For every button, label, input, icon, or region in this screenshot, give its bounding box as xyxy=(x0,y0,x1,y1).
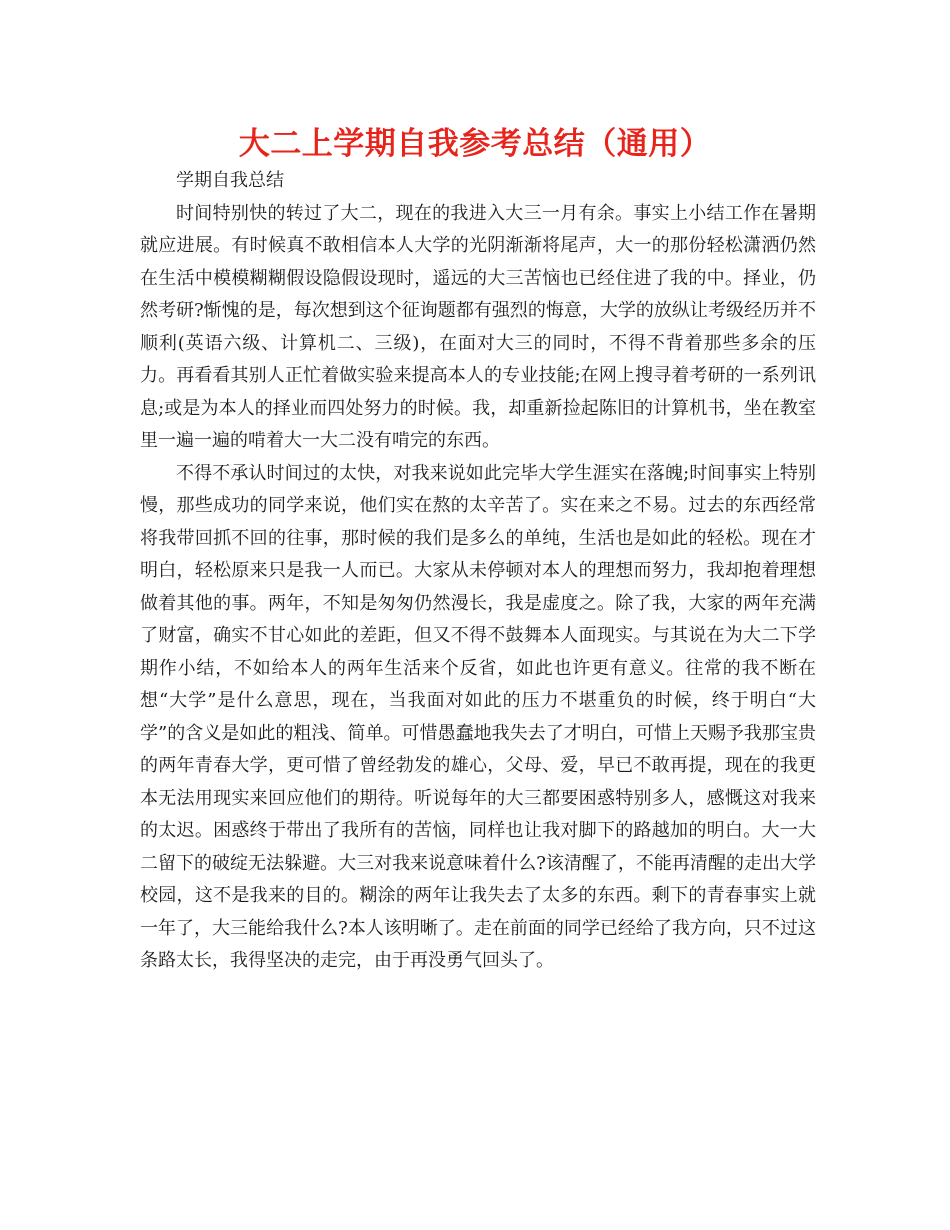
body-paragraph-1: 时间特别快的转过了大二，现在的我进入大三一月有余。事实上小结工作在暑期就应进展。有时候真不敢相信本人大学的光阴渐渐将尾声，大一的那份轻松潇洒仍然在生活中模模糊糊假设隐假设现时，遥远的大三苦恼也已经住进了我的中。择业，仍然考研?惭愧的是，每次想到这个征询题都有强烈的悔意，大学的放纵让考级经历并不顺利(英语六级、计算机二、三级)，在面对大三的同时，不得不背着那些多余的压力。再看看其别人正忙着做实验来提高本人的专业技能;在网上搜寻着考研的一系列讯息;或是为本人的择业而四处努力的时候。我，却重新捡起陈旧的计算机书，坐在教室里一遍一遍的啃着大一大二没有啃完的东西。 xyxy=(140,202,816,451)
section-subheading: 学期自我总结 xyxy=(176,170,284,191)
body-paragraph-2: 不得不承认时间过的太快，对我来说如此完毕大学生涯实在落魄;时间事实上特别慢，那些成功的同学来说，他们实在熬的太辛苦了。实在来之不易。过去的东西经常将我带回抓不回的往事，那时候的我们是多么的单纯，生活也是如此的轻松。现在才明白，轻松原来只是我一人而已。大家从未停顿对本人的理想而努力，我却抱着理想做着其他的事。两年，不知是匆匆仍然漫长，我是虚度之。除了我，大家的两年充满了财富，确实不甘心如此的差距，但又不得不鼓舞本人面现实。与其说在为大二下学期作小结，不如给本人的两年生活来个反省，如此也许更有意义。往常的我不断在想“大学”是什么意思，现在，当我面对如此的压力不堪重负的时候，终于明白“大学”的含义是如此的粗浅、简单。可惜愚蠢地我失去了才明白，可惜上天赐予我那宝贵的两年青春大学，更可惜了曾经勃发的雄心，父母、爱，早已不敢再提，现在的我更本无法用现实来回应他们的期待。听说每年的大三都要困惑特别多人，感慨这对我来的太迟。困惑终于带出了我所有的苦恼，同样也让我对脚下的路越加的明白。大一大二留下的破绽无法躲避。大三对我来说意味着什么?该清醒了，不能再清醒的走出大学校园，这不是我来的目的。糊涂的两年让我失去了太多的东西。剩下的青春事实上就一年了，大三能给我什么?本人该明晰了。走在前面的同学已经给了我方向，只不过这条路太长，我得坚决的走完，由于再没勇气回头了。 xyxy=(140,462,816,971)
document-body xyxy=(140,165,816,978)
document-title: 大二上学期自我参考总结（通用） xyxy=(238,126,712,162)
